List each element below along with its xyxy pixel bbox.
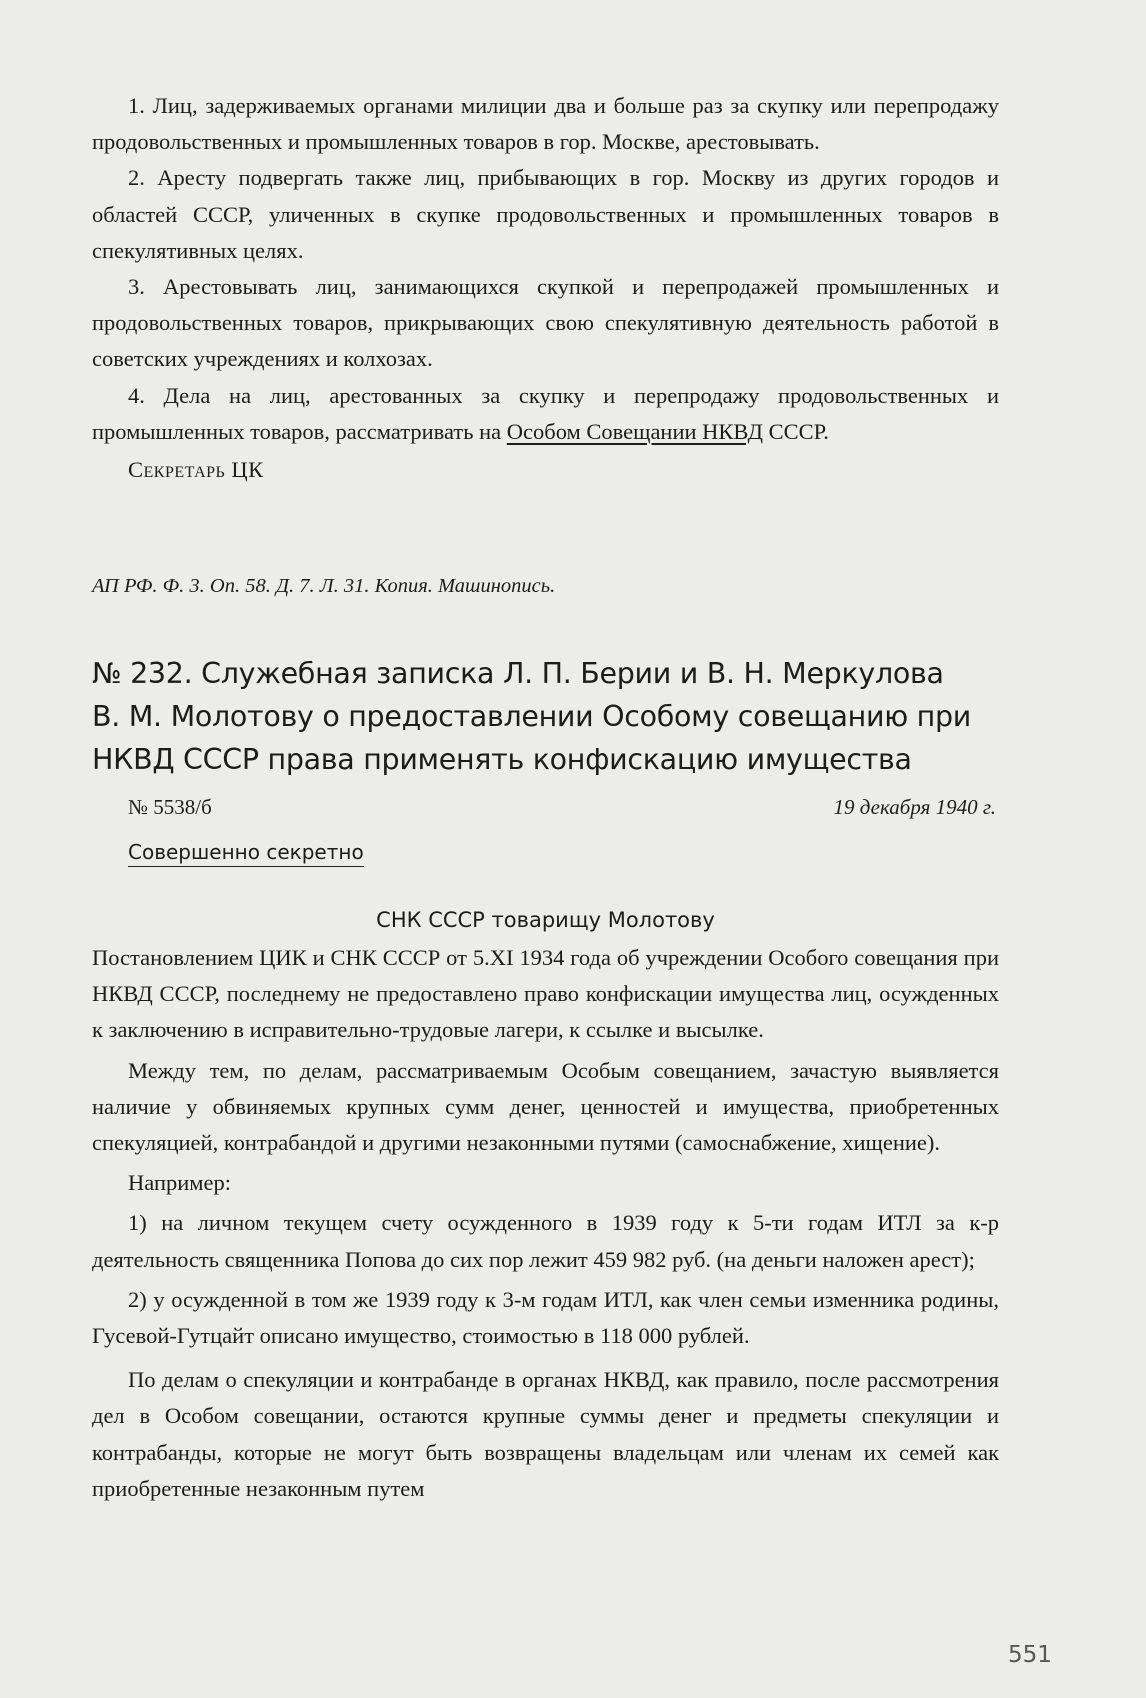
body-paragraph-5: 2) у осужденной в том же 1939 году к 3-м годам ИТЛ, как член семьи изменника родины, Гусевой-Гутцайт описано имущество, стоимостью в 118 000 рублей. <box>92 1286 999 1349</box>
document-title: № 232. Служебная записка Л. П. Берии и В. Н. Меркулова В. М. Молотову о предоставлении Особому совещанию при НКВД СССР права применять конфискацию имущества <box>92 657 972 776</box>
document-heading <box>92 652 972 781</box>
document-number: № 5538/б <box>128 795 212 819</box>
archival-reference: АП РФ. Ф. 3. Оп. 58. Д. 7. Л. 31. Копия. Машинопись. <box>92 575 556 597</box>
signature-line: Секретарь ЦК <box>128 457 264 483</box>
classification-block <box>128 838 1035 867</box>
classification-label: Совершенно секретно <box>128 838 364 867</box>
body-paragraph-6: По делам о спекуляции и контрабанде в органах НКВД, как правило, после рассмотрения дел в Особом совещании, остаются крупные суммы денег и предметы спекуляции и контрабанды, которые не могут быть возвращены владельцам или членам их семей как приобретенные незаконным путем <box>92 1367 999 1501</box>
paragraph-1: 1. Лиц, задерживаемых органами милиции два и больше раз за скупку или перепродажу продовольственных и промышленных товаров в гор. Москве, арестовывать. <box>92 93 999 155</box>
previous-document-section <box>92 88 999 488</box>
document-body <box>92 940 999 1507</box>
addressee: СНК СССР товарищу Молотову <box>376 908 715 932</box>
paragraph-4: 4. Дела на лиц, арестованных за скупку и перепродажу продовольственных и промышленных товаров, рассматривать на Особом Совещании НКВД СССР. <box>92 382 999 444</box>
document-meta <box>128 790 996 824</box>
document-date: 19 декабря 1940 г. <box>833 795 996 819</box>
body-paragraph-2: Между тем, по делам, рассматриваемым Особым совещанием, зачастую выявляется наличие у обвиняемых крупных сумм денег, ценностей и имущества, приобретенных спекуляцией, контрабандой и другими незаконными путями (самоснабжение, хищение). <box>92 1057 999 1156</box>
addressee-block <box>92 902 999 938</box>
body-paragraph-3: Например: <box>128 1170 231 1196</box>
body-paragraph-1: Постановлением ЦИК и СНК СССР от 5.XI 1934 года об учреждении Особого совещания при НКВД СССР, последнему не предоставлено право конфискации имущества лиц, осужденных к заключению в исправительно-трудовые лагери, к ссылке и высылке. <box>92 945 999 1043</box>
paragraph-2: 2. Аресту подвергать также лиц, прибывающих в гор. Москву из других городов и областей СССР, уличенных в скупке продовольственных и промышленных товаров в спекулятивных целях. <box>92 165 999 263</box>
page-number: 551 <box>1008 1642 1052 1668</box>
paragraph-3: 3. Арестовывать лиц, занимающихся скупкой и перепродажей промышленных и продовольственных товаров, прикрывающих свою спекулятивную деятельность работой в советских учреждениях и колхозах. <box>92 274 999 372</box>
body-paragraph-4: 1) на личном текущем счету осужденного в 1939 году к 5-ти годам ИТЛ за к-р деятельность священника Попова до сих пор лежит 459 982 руб. (на деньги наложен арест); <box>92 1210 999 1272</box>
underlined-phrase: Особом Совещании НКВД <box>506 418 763 444</box>
